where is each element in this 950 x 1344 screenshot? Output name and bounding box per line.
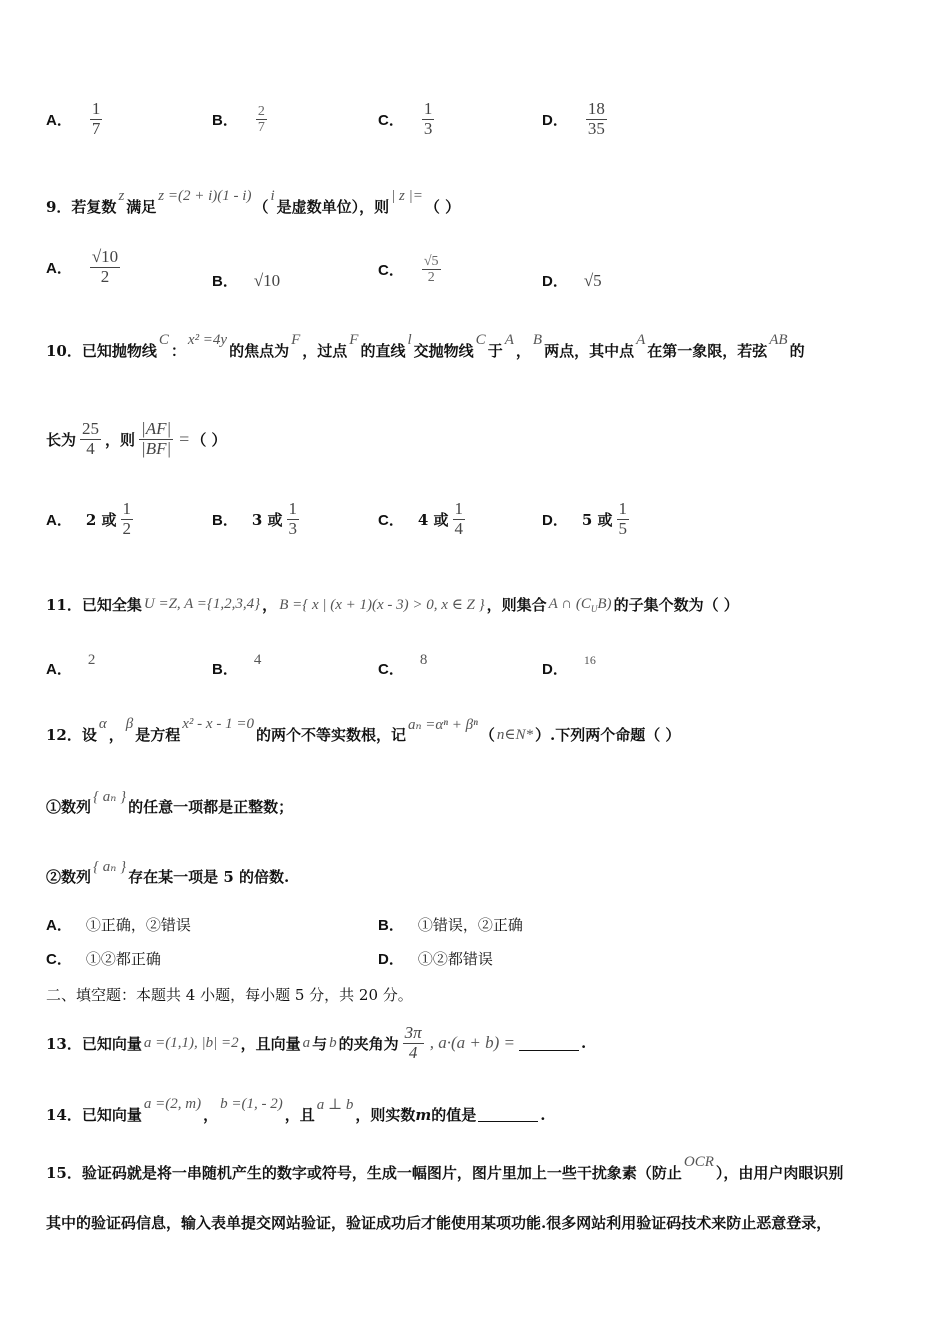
fraction: $\frac{1}{7}$: [91, 99, 101, 138]
q14-stem: 14．已知向量 a =(2, m) ， b =(1, - 2) ，且 a ⊥ b ，则实数 m 的值是 .: [46, 1096, 546, 1124]
q8-option-a[interactable]: [46, 100, 106, 138]
q9-equation: z =(2 + i)(1 - i): [158, 188, 252, 204]
q11-option-d[interactable]: D． 16: [542, 653, 596, 678]
q12-option-b[interactable]: B． ①错误，②正确: [378, 916, 523, 934]
q10-option-c[interactable]: C． 4 或 $\frac{1}{4}$: [378, 499, 464, 538]
q12-option-a[interactable]: A． ①正确，②错误: [46, 916, 191, 934]
q9-option-d[interactable]: D． √5: [542, 270, 602, 290]
q10-option-b[interactable]: B． 3 或 $\frac{1}{3}$: [212, 499, 298, 538]
q10-stem-line2: 长为 $\frac{25}{4}$ ，则 $\frac{|AF|}{|BF|}$ = （ ）: [46, 419, 227, 458]
q8-option-b[interactable]: [212, 104, 271, 136]
fraction: $\frac{25}{4}$: [82, 419, 100, 458]
q11-option-a[interactable]: A． 2: [46, 652, 96, 678]
q10-option-d[interactable]: D． 5 或 $\frac{1}{5}$: [542, 499, 628, 538]
fraction: $\frac{|AF|}{|BF|}$: [141, 419, 172, 458]
q12-option-c[interactable]: C． ①②都正确: [46, 950, 161, 968]
q9-option-c[interactable]: C． $\frac{√5}{2}$: [378, 254, 439, 286]
fraction: $\frac{√10}{2}$: [91, 247, 119, 286]
fraction: $\frac{3\pi}{4}$: [404, 1023, 422, 1062]
q12-proposition-2: ②数列 { aₙ } 存在某一项是 5 的倍数.: [46, 859, 290, 886]
q8-option-d[interactable]: [542, 100, 611, 138]
fraction: $\frac{√5}{2}$: [423, 254, 439, 286]
q11-option-c[interactable]: C． 8: [378, 652, 428, 678]
q9-option-b[interactable]: B． √10: [212, 270, 281, 290]
q10-stem-line1: 10．已知抛物线 C ： x² =4y 的焦点为 F ，过点 F 的直线 l 交抛物线 C 于 A ， B 两点，其中点 A 在第一象限，若弦 AB 的: [46, 332, 805, 360]
q10-option-a[interactable]: A． 2 或 $\frac{1}{2}$: [46, 499, 132, 538]
fraction: $\frac{18}{35}$: [587, 99, 605, 138]
q11-stem: 11．已知全集 U =Z, A ={1,2,3,4} ， B ={ x | (x + 1)(x - 3) > 0, x ∈ Z } ，则集合 A ∩ $(C_UB)$ 的子集个数为（ ）: [46, 595, 739, 614]
q8-option-c[interactable]: [378, 100, 438, 138]
option-label: A．: [46, 111, 72, 129]
fraction: $\frac{1}{3}$: [423, 99, 433, 138]
answer-blank[interactable]: [478, 1107, 538, 1122]
q12-option-d[interactable]: D． ①②都错误: [378, 950, 493, 968]
q13-stem: 13．已知向量 a =(1,1), |b| =2 ，且向量 a 与 b 的夹角为 $\frac{3\pi}{4}$ , a·(a + b) = .: [46, 1023, 587, 1062]
q9-stem: 9．若复数 z 满足 z =(2 + i)(1 - i) （ i 是虚数单位），则 | z |= （ ）: [46, 188, 461, 216]
q11-option-b[interactable]: B． 4: [212, 652, 262, 678]
fraction: $\frac{1}{2}$: [122, 499, 132, 538]
option-label: C．: [378, 111, 404, 129]
q12-stem: 12．设 α ， β 是方程 x² - x - 1 =0 的两个不等实数根，记 aₙ =αⁿ + βⁿ （ n∈N* ）.下列两个命题（ ）: [46, 716, 681, 744]
q15-stem-line1: 15．验证码就是将一串随机产生的数字或符号，生成一幅图片，图片里加上一些干扰象素（防止 OCR ），由用户肉眼识别: [46, 1154, 844, 1182]
fraction: $\frac{1}{5}$: [618, 499, 628, 538]
q9-option-a[interactable]: A． $\frac{√10}{2}$: [46, 247, 119, 286]
option-label: B．: [212, 112, 238, 130]
answer-blank[interactable]: [519, 1036, 579, 1051]
option-label: D．: [542, 111, 568, 129]
q15-stem-line2: 其中的验证码信息，输入表单提交网站验证，验证成功后才能使用某项功能.很多网站利用验证码技术来防止恶意登录，: [46, 1214, 832, 1232]
fraction: $\frac{2}{7}$: [257, 104, 265, 136]
q12-proposition-1: ①数列 { aₙ } 的任意一项都是正整数；: [46, 789, 294, 816]
fraction: $\frac{1}{4}$: [454, 499, 464, 538]
section-heading: 二、填空题：本题共 4 小题，每小题 5 分，共 20 分。: [46, 986, 413, 1004]
fraction: $\frac{1}{3}$: [288, 499, 298, 538]
